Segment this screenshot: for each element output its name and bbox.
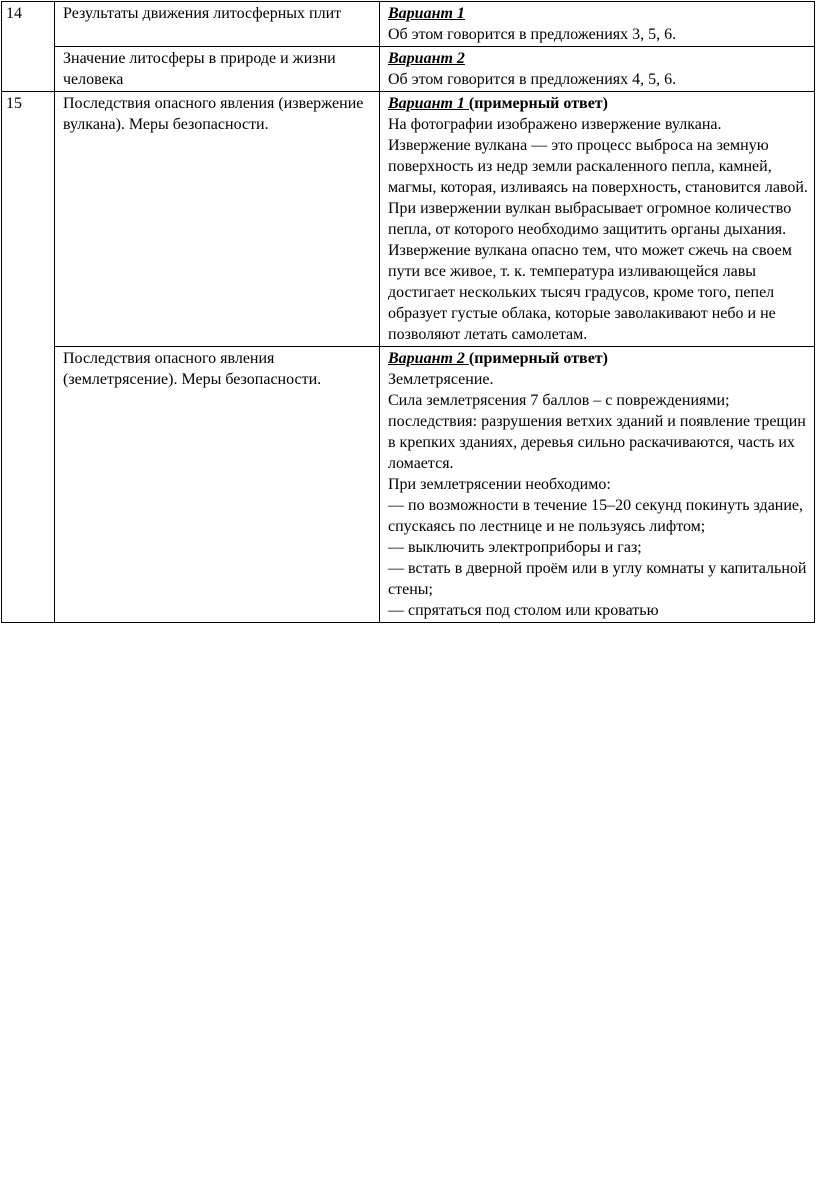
- answer-line: Об этом говорится в предложениях 4, 5, 6.: [388, 71, 677, 88]
- topic-cell: Последствия опасного явления (извержение вулкана). Меры безопасности.: [55, 92, 380, 347]
- variant-title: Вариант 2: [388, 350, 465, 367]
- answer-cell: [380, 92, 815, 347]
- topic-cell: Значение литосферы в природе и жизни человека: [55, 47, 380, 92]
- answer-line: — по возможности в течение 15–20 секунд покинуть здание, спускаясь по лестнице и не пользуясь лифтом;: [388, 497, 804, 535]
- answer-line: На фотографии изображено извержение вулкана.: [388, 116, 722, 133]
- answer-cell: [380, 47, 815, 92]
- variant-heading: [388, 93, 808, 114]
- answer-line: — выключить электроприборы и газ;: [388, 539, 642, 556]
- variant-title: Вариант 1: [388, 5, 465, 22]
- answer-cell: [380, 2, 815, 47]
- topic-cell: Последствия опасного явления (землетрясение). Меры безопасности.: [55, 347, 380, 623]
- table-row: [2, 347, 815, 623]
- table-row: [2, 47, 815, 92]
- variant-title: Вариант 2: [388, 50, 465, 67]
- variant-heading: [388, 48, 808, 69]
- answers-table: [1, 1, 815, 623]
- table-row: [2, 2, 815, 47]
- variant-heading: [388, 348, 808, 369]
- answer-line: При землетрясении необходимо:: [388, 476, 611, 493]
- answer-line: Землетрясение.: [388, 371, 494, 388]
- answer-line: Извержение вулкана — это процесс выброса на земную поверхность из недр земли раскаленного пепла, камней, магмы, которая, изливаясь на поверхность, становится лавой. При извержении вулкан выбрасывает огромное количество пепла, от которого необходимо защитить органы дыхания.: [388, 137, 808, 238]
- variant-note: (примерный ответ): [468, 95, 608, 112]
- topic-cell: Результаты движения литосферных плит: [55, 2, 380, 47]
- task-number: 14: [2, 2, 55, 92]
- answer-line: Об этом говорится в предложениях 3, 5, 6.: [388, 26, 677, 43]
- answer-line: — спрятаться под столом или кроватью: [388, 602, 659, 619]
- answer-line: Извержение вулкана опасно тем, что может сжечь на своем пути все живое, т. к. температура изливающейся лавы достигает нескольких тысяч градусов, кроме того, пепел образует густые облака, которые заволакивают небо и не позволяют летать самолетам.: [388, 242, 792, 343]
- variant-heading: [388, 3, 808, 24]
- variant-title: Вариант 1: [388, 95, 465, 112]
- answer-line: Сила землетрясения 7 баллов – с повреждениями; последствия: разрушения ветхих зданий и появление трещин в крепких зданиях, деревья сильно раскачиваются, часть их ломается.: [388, 392, 806, 472]
- table-row: [2, 92, 815, 347]
- answer-line: — встать в дверной проём или в углу комнаты у капитальной стены;: [388, 560, 807, 598]
- answer-cell: [380, 347, 815, 623]
- task-number: 15: [2, 92, 55, 623]
- variant-note: (примерный ответ): [468, 350, 608, 367]
